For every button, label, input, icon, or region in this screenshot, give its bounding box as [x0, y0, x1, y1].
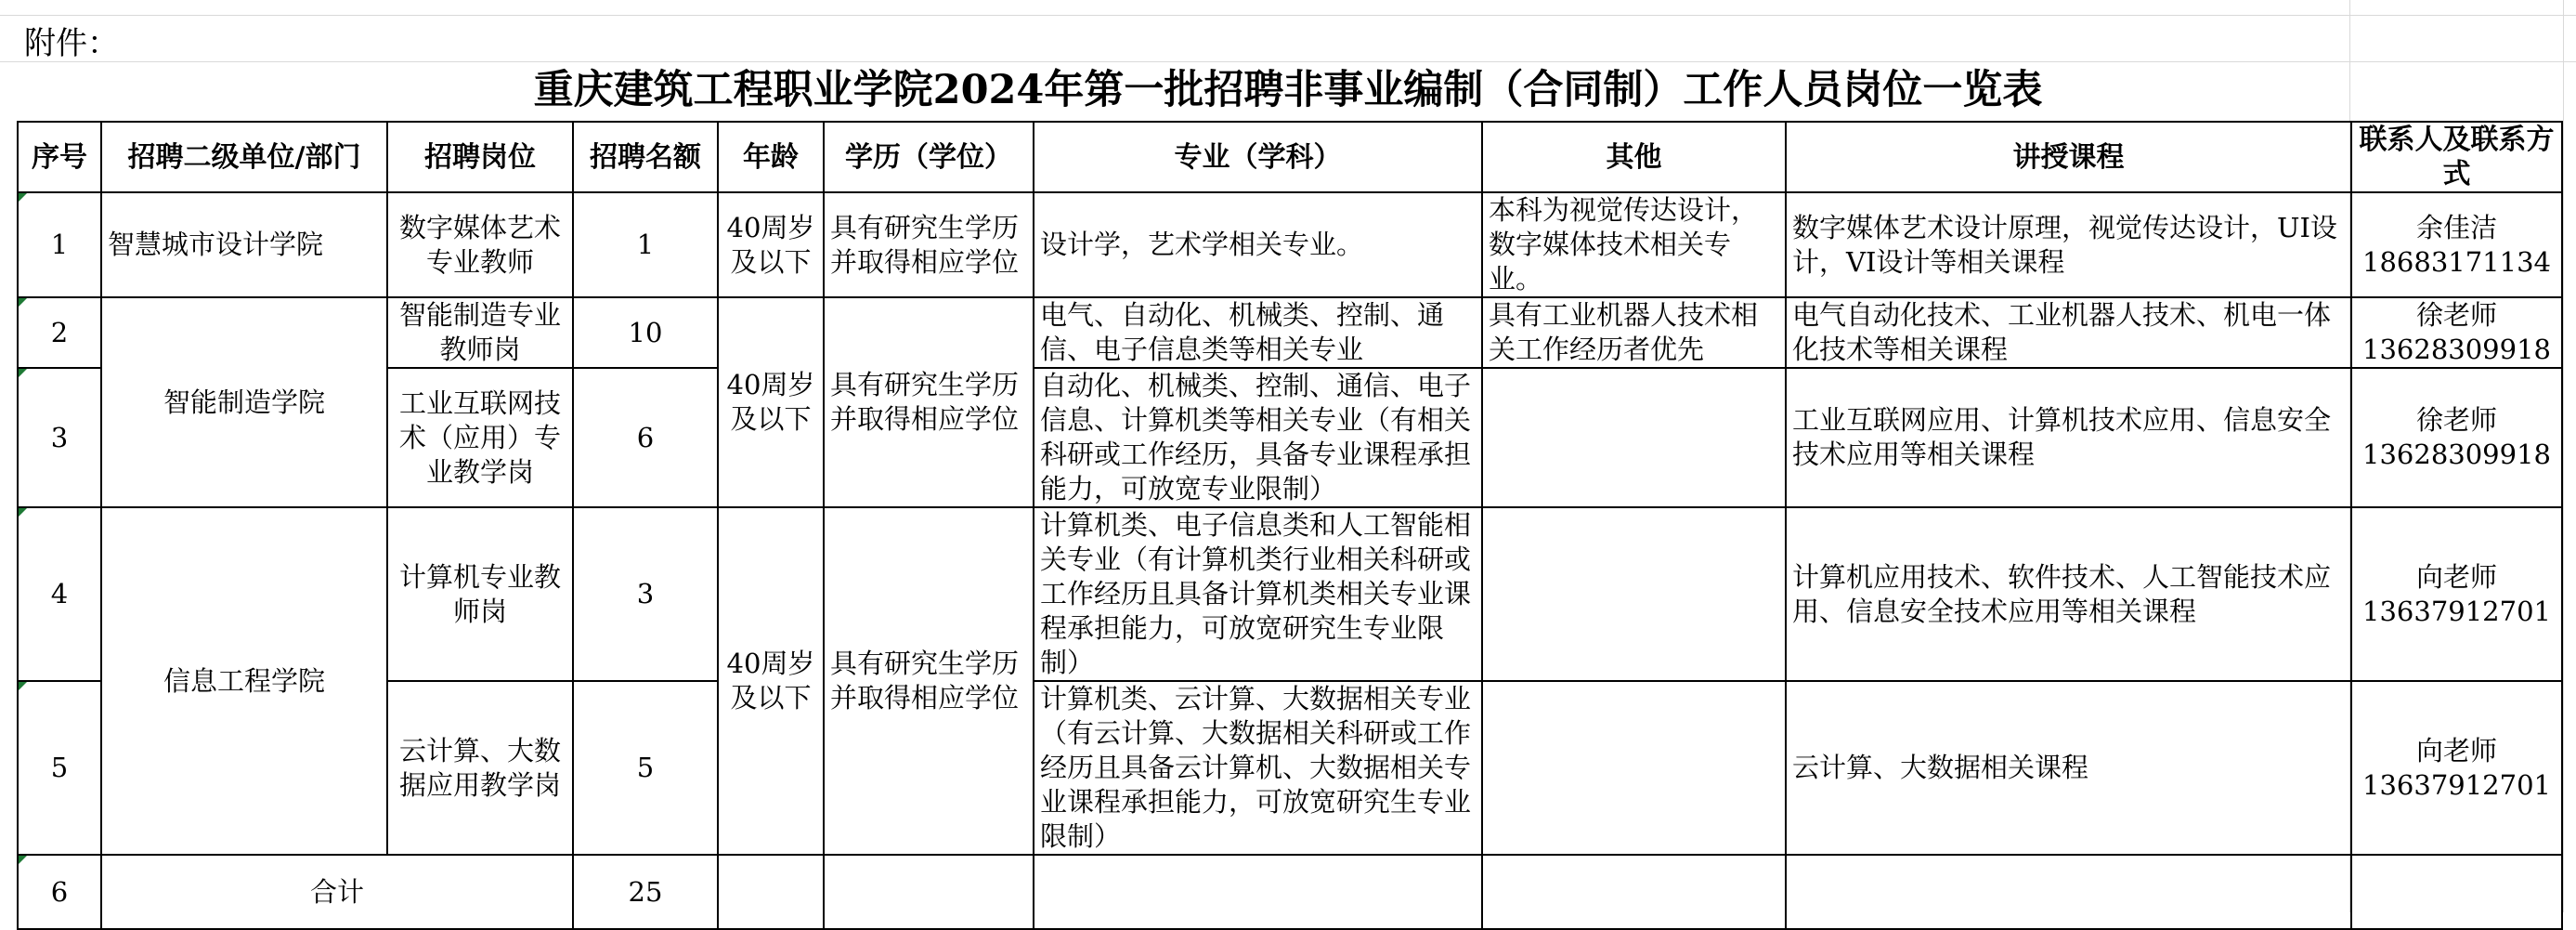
- row-number: 1: [18, 192, 101, 297]
- post-cell: 工业互联网技术（应用）专业教学岗: [387, 368, 573, 507]
- contact-cell: 余佳洁 18683171134: [2351, 192, 2562, 297]
- count-cell: 5: [573, 681, 718, 855]
- courses-cell: 数字媒体艺术设计原理，视觉传达设计，UI设计，VI设计等相关课程: [1786, 192, 2351, 297]
- annex-label: 附件：: [24, 25, 119, 62]
- contact-cell: 徐老师 13628309918: [2351, 368, 2562, 507]
- post-cell: 数字媒体艺术专业教师: [387, 192, 573, 297]
- education-cell: 具有研究生学历并取得相应学位: [824, 297, 1034, 507]
- table-row: [18, 192, 2562, 297]
- header-courses: 讲授课程: [1786, 122, 2351, 192]
- header-row: [18, 122, 2562, 192]
- other-cell: [1482, 368, 1786, 507]
- header-post: 招聘岗位: [387, 122, 573, 192]
- header-no: 序号: [18, 122, 101, 192]
- other-cell: 具有工业机器人技术相关工作经历者优先: [1482, 297, 1786, 368]
- count-cell: 10: [573, 297, 718, 368]
- empty-cell: [2351, 855, 2562, 929]
- empty-cell: [718, 855, 824, 929]
- row-number: 6: [18, 855, 101, 929]
- other-cell: [1482, 507, 1786, 681]
- major-cell: 计算机类、电子信息类和人工智能相关专业（有计算机类行业相关科研或工作经历且具备计算机类相关专业课程承担能力，可放宽研究生专业限制）: [1034, 507, 1482, 681]
- major-cell: 计算机类、云计算、大数据相关专业（有云计算、大数据相关科研或工作经历且具备云计算机、大数据相关专业课程承担能力，可放宽研究生专业限制）: [1034, 681, 1482, 855]
- age-cell: 40周岁及以下: [718, 297, 824, 507]
- courses-cell: 电气自动化技术、工业机器人技术、机电一体化技术等相关课程: [1786, 297, 2351, 368]
- post-cell: 智能制造专业教师岗: [387, 297, 573, 368]
- unit-cell: 智慧城市设计学院: [101, 192, 387, 297]
- header-education: 学历（学位）: [824, 122, 1034, 192]
- major-cell: 自动化、机械类、控制、通信、电子信息、计算机类等相关专业（有相关科研或工作经历，具备专业课程承担能力，可放宽专业限制）: [1034, 368, 1482, 507]
- row-number: 3: [18, 368, 101, 507]
- courses-cell: 工业互联网应用、计算机技术应用、信息安全技术应用等相关课程: [1786, 368, 2351, 507]
- header-age: 年龄: [718, 122, 824, 192]
- header-contact: 联系人及联系方式: [2351, 122, 2562, 192]
- post-cell: 计算机专业教师岗: [387, 507, 573, 681]
- contact-cell: 向老师 13637912701: [2351, 681, 2562, 855]
- other-cell: [1482, 681, 1786, 855]
- major-cell: 设计学，艺术学相关专业。: [1034, 192, 1482, 297]
- empty-cell: [1482, 855, 1786, 929]
- education-cell: 具有研究生学历并取得相应学位: [824, 192, 1034, 297]
- count-cell: 3: [573, 507, 718, 681]
- positions-table: [17, 121, 2563, 930]
- count-cell: 1: [573, 192, 718, 297]
- count-cell: 6: [573, 368, 718, 507]
- header-count: 招聘名额: [573, 122, 718, 192]
- major-cell: 电气、自动化、机械类、控制、通信、电子信息类等相关专业: [1034, 297, 1482, 368]
- post-cell: 云计算、大数据应用教学岗: [387, 681, 573, 855]
- row-number: 2: [18, 297, 101, 368]
- total-count: 25: [573, 855, 718, 929]
- other-cell: 本科为视觉传达设计，数字媒体技术相关专业。: [1482, 192, 1786, 297]
- empty-cell: [1034, 855, 1482, 929]
- total-label: 合计: [101, 855, 573, 929]
- courses-cell: 云计算、大数据相关课程: [1786, 681, 2351, 855]
- table-row: [18, 368, 2562, 507]
- row-number: 5: [18, 681, 101, 855]
- table-row: [18, 507, 2562, 681]
- contact-cell: 向老师 13637912701: [2351, 507, 2562, 681]
- header-unit: 招聘二级单位/部门: [101, 122, 387, 192]
- age-cell: 40周岁及以下: [718, 192, 824, 297]
- empty-cell: [824, 855, 1034, 929]
- header-major: 专业（学科）: [1034, 122, 1482, 192]
- courses-cell: 计算机应用技术、软件技术、人工智能技术应用、信息安全技术应用等相关课程: [1786, 507, 2351, 681]
- table-row: [18, 681, 2562, 855]
- document-title: 重庆建筑工程职业学院2024年第一批招聘非事业编制（合同制）工作人员岗位一览表: [533, 67, 2043, 113]
- education-cell: 具有研究生学历并取得相应学位: [824, 507, 1034, 855]
- unit-cell: 智能制造学院: [101, 297, 387, 507]
- table-row: [18, 297, 2562, 368]
- header-other: 其他: [1482, 122, 1786, 192]
- empty-cell: [1786, 855, 2351, 929]
- unit-cell: 信息工程学院: [101, 507, 387, 855]
- contact-cell: 徐老师 13628309918: [2351, 297, 2562, 368]
- age-cell: 40周岁及以下: [718, 507, 824, 855]
- total-row: [18, 855, 2562, 929]
- row-number: 4: [18, 507, 101, 681]
